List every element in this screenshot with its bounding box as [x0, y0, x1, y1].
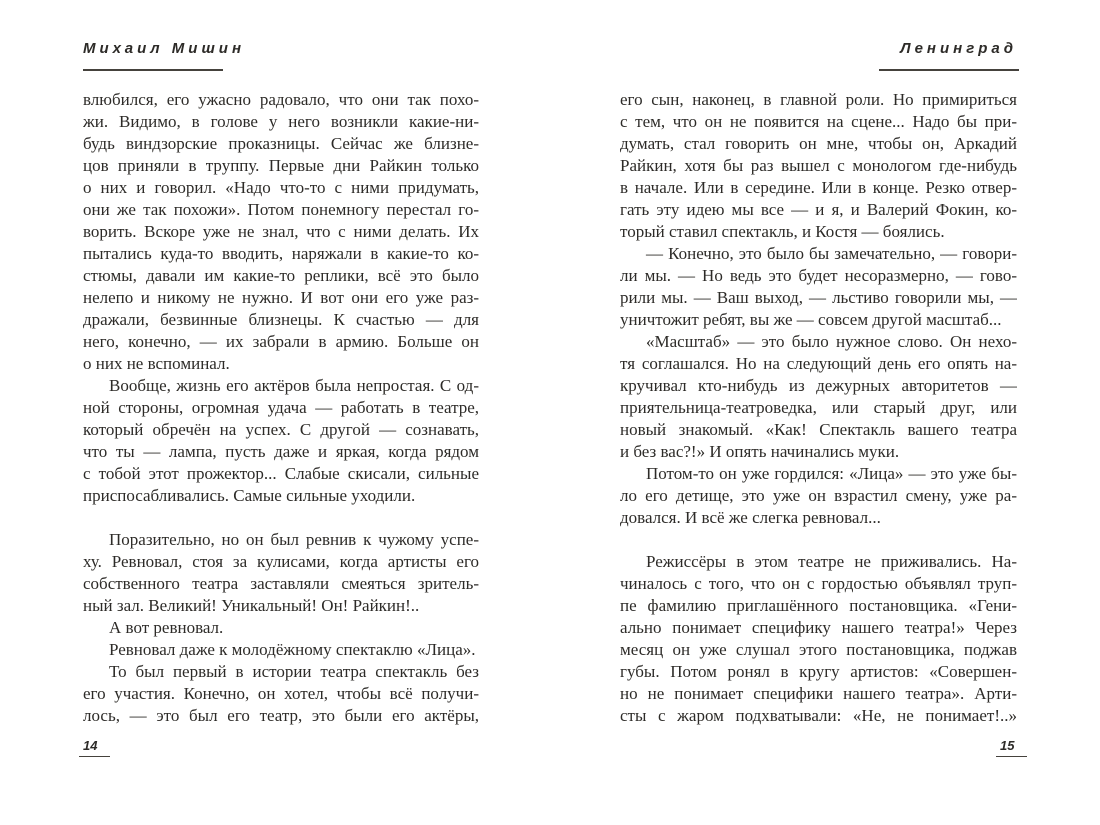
page-number-right	[996, 738, 1027, 757]
text-line: А вот ревновал.	[109, 618, 224, 637]
text-line: его участия. Конечно, он хотел, чтобы всё получи-	[83, 684, 479, 703]
text-line: Райкин, хотя бы раз вышел с монологом где-нибудь	[620, 156, 1017, 175]
text-line: приятельница-театроведка, или старый друг, или	[620, 398, 1017, 417]
text-line: чиналось с того, что он с гордостью объявлял труп-	[620, 574, 1017, 593]
text-line: «Масштаб» — это было нужное слово. Он нехо-	[646, 332, 1017, 351]
text-line: и без вас?!» И опять начинались муки.	[620, 442, 900, 461]
text-line: думать, стал говорить он мне, чтобы он, Аркадий	[620, 134, 1017, 153]
page-left	[83, 40, 479, 727]
text-line: лось, — это был его театр, это были его актёры,	[83, 706, 479, 725]
text-line: кручивал кто-нибудь из дежурных авторитетов —	[620, 376, 1017, 395]
text-line: ально понимает специфику нашего театра!» Через	[620, 618, 1017, 637]
text-line: Режиссёры в этом театре не приживались. На-	[646, 552, 1017, 571]
text-line: ху. Ревновал, стоя за кулисами, когда артисты его	[83, 552, 479, 571]
text-line: ворить. Вскоре уже не знал, что с ними делать. Их	[83, 222, 479, 241]
text-line: жи. Видимо, в голове у него возникли какие-ни-	[83, 112, 479, 131]
text-line: Ревновал даже к молодёжному спектаклю «Лица».	[109, 640, 476, 659]
text-line: будь виндзорские проказницы. Сейчас же близне-	[83, 134, 479, 153]
text-line: влюбился, его ужасно радовало, что они так похо-	[83, 90, 479, 109]
text-line: новый знакомый. «Как! Спектакль вашего театра	[620, 420, 1017, 439]
text-line: ло его детище, это уже он взрастил смену, уже ра-	[620, 486, 1017, 505]
page-number-right-value: 15	[996, 738, 1027, 757]
running-header-rule	[879, 69, 1019, 71]
text-line: тя соглашался. Но на следующий день его опять на-	[620, 354, 1017, 373]
running-header-right	[620, 40, 1017, 71]
text-line: сты с жаром подхватывали: «Не, не понимает!..»	[620, 706, 1017, 725]
text-line: ный зал. Великий! Уникальный! Он! Райкин!..	[83, 596, 420, 615]
text-line: что ты — лампа, пусть даже и яркая, когда рядом	[83, 442, 479, 461]
text-line: ной стороны, огромная удача — работать в театре,	[83, 398, 479, 417]
text-line: рили мы. — Ваш выход, — льстиво говорили мы, —	[620, 288, 1017, 307]
text-line: гать эту идею мы все — и я, и Валерий Фокин, ко-	[620, 200, 1017, 219]
text-line: они же так похожи». Потом понемногу перестал го-	[83, 200, 479, 219]
section-break	[620, 529, 1017, 551]
text-line: губы. Потом ронял в кругу артистов: «Совершен-	[620, 662, 1017, 681]
text-line: месяц он уже слушал этого постановщика, поджав	[620, 640, 1017, 659]
text-line: в начале. Или в середине. Или в конце. Резко отвер-	[620, 178, 1017, 197]
text-line: Вообще, жизнь его актёров была непростая. С од-	[109, 376, 479, 395]
text-line: приспосабливались. Самые сильные уходили.	[83, 486, 416, 505]
section-break	[83, 507, 479, 529]
running-header-author-text: Михаил Мишин	[83, 40, 246, 57]
text-line: с тем, что он не появится на сцене... Надо бы при-	[620, 112, 1017, 131]
text-line: ли мы. — Но ведь это будет несоразмерно, — гово-	[620, 266, 1017, 285]
page-number-left	[79, 738, 110, 757]
text-line: торый ставил спектакль, и Костя — боялись.	[620, 222, 945, 241]
text-line: Поразительно, но он был ревнив к чужому успе-	[109, 530, 479, 549]
text-line: стюмы, давали им какие-то реплики, всё это было	[83, 266, 479, 285]
running-header-rule	[83, 69, 223, 71]
text-line: — Конечно, это было бы замечательно, — говори-	[646, 244, 1017, 263]
running-header-title-text: Ленинград	[900, 40, 1017, 57]
text-line: собственного театра заставляли смеяться зритель-	[83, 574, 479, 593]
text-line: нелепо и никому не нужно. И вот они его уже раз-	[83, 288, 479, 307]
text-line: довался. И всё же слегка ревновал...	[620, 508, 881, 527]
page-number-left-value: 14	[79, 738, 110, 757]
text-line: его сын, наконец, в главной роли. Но примириться	[620, 90, 1017, 109]
text-line: пе фамилию приглашённого постановщика. «Гени-	[620, 596, 1017, 615]
text-line: о них и говорил. «Надо что-то с ними придумать,	[83, 178, 479, 197]
text-line: уничтожит ребят, вы же — совсем другой масштаб...	[620, 310, 1002, 329]
text-line: Потом-то он уже гордился: «Лица» — это уже бы-	[646, 464, 1017, 483]
text-line: него, конечно, — их забрали в армию. Больше он	[83, 332, 479, 351]
text-line: цов приняли в труппу. Первые дни Райкин только	[83, 156, 479, 175]
text-line: но не понимает специфики нашего театра». Арти-	[620, 684, 1017, 703]
text-line: с тобой этот прожектор... Слабые скисали, сильные	[83, 464, 479, 483]
text-line: который обречён на успех. С другой — сознавать,	[83, 420, 479, 439]
page-right	[620, 40, 1017, 727]
text-line: дражали, безвинные близнецы. К счастью — для	[83, 310, 479, 329]
page-body-left	[83, 89, 479, 727]
text-line: о них не вспоминал.	[83, 354, 230, 373]
running-header-left	[83, 40, 479, 71]
text-line: То был первый в истории театра спектакль без	[109, 662, 479, 681]
page-body-right	[620, 89, 1017, 727]
text-line: пытались куда-то вводить, наряжали в какие-то ко-	[83, 244, 479, 263]
